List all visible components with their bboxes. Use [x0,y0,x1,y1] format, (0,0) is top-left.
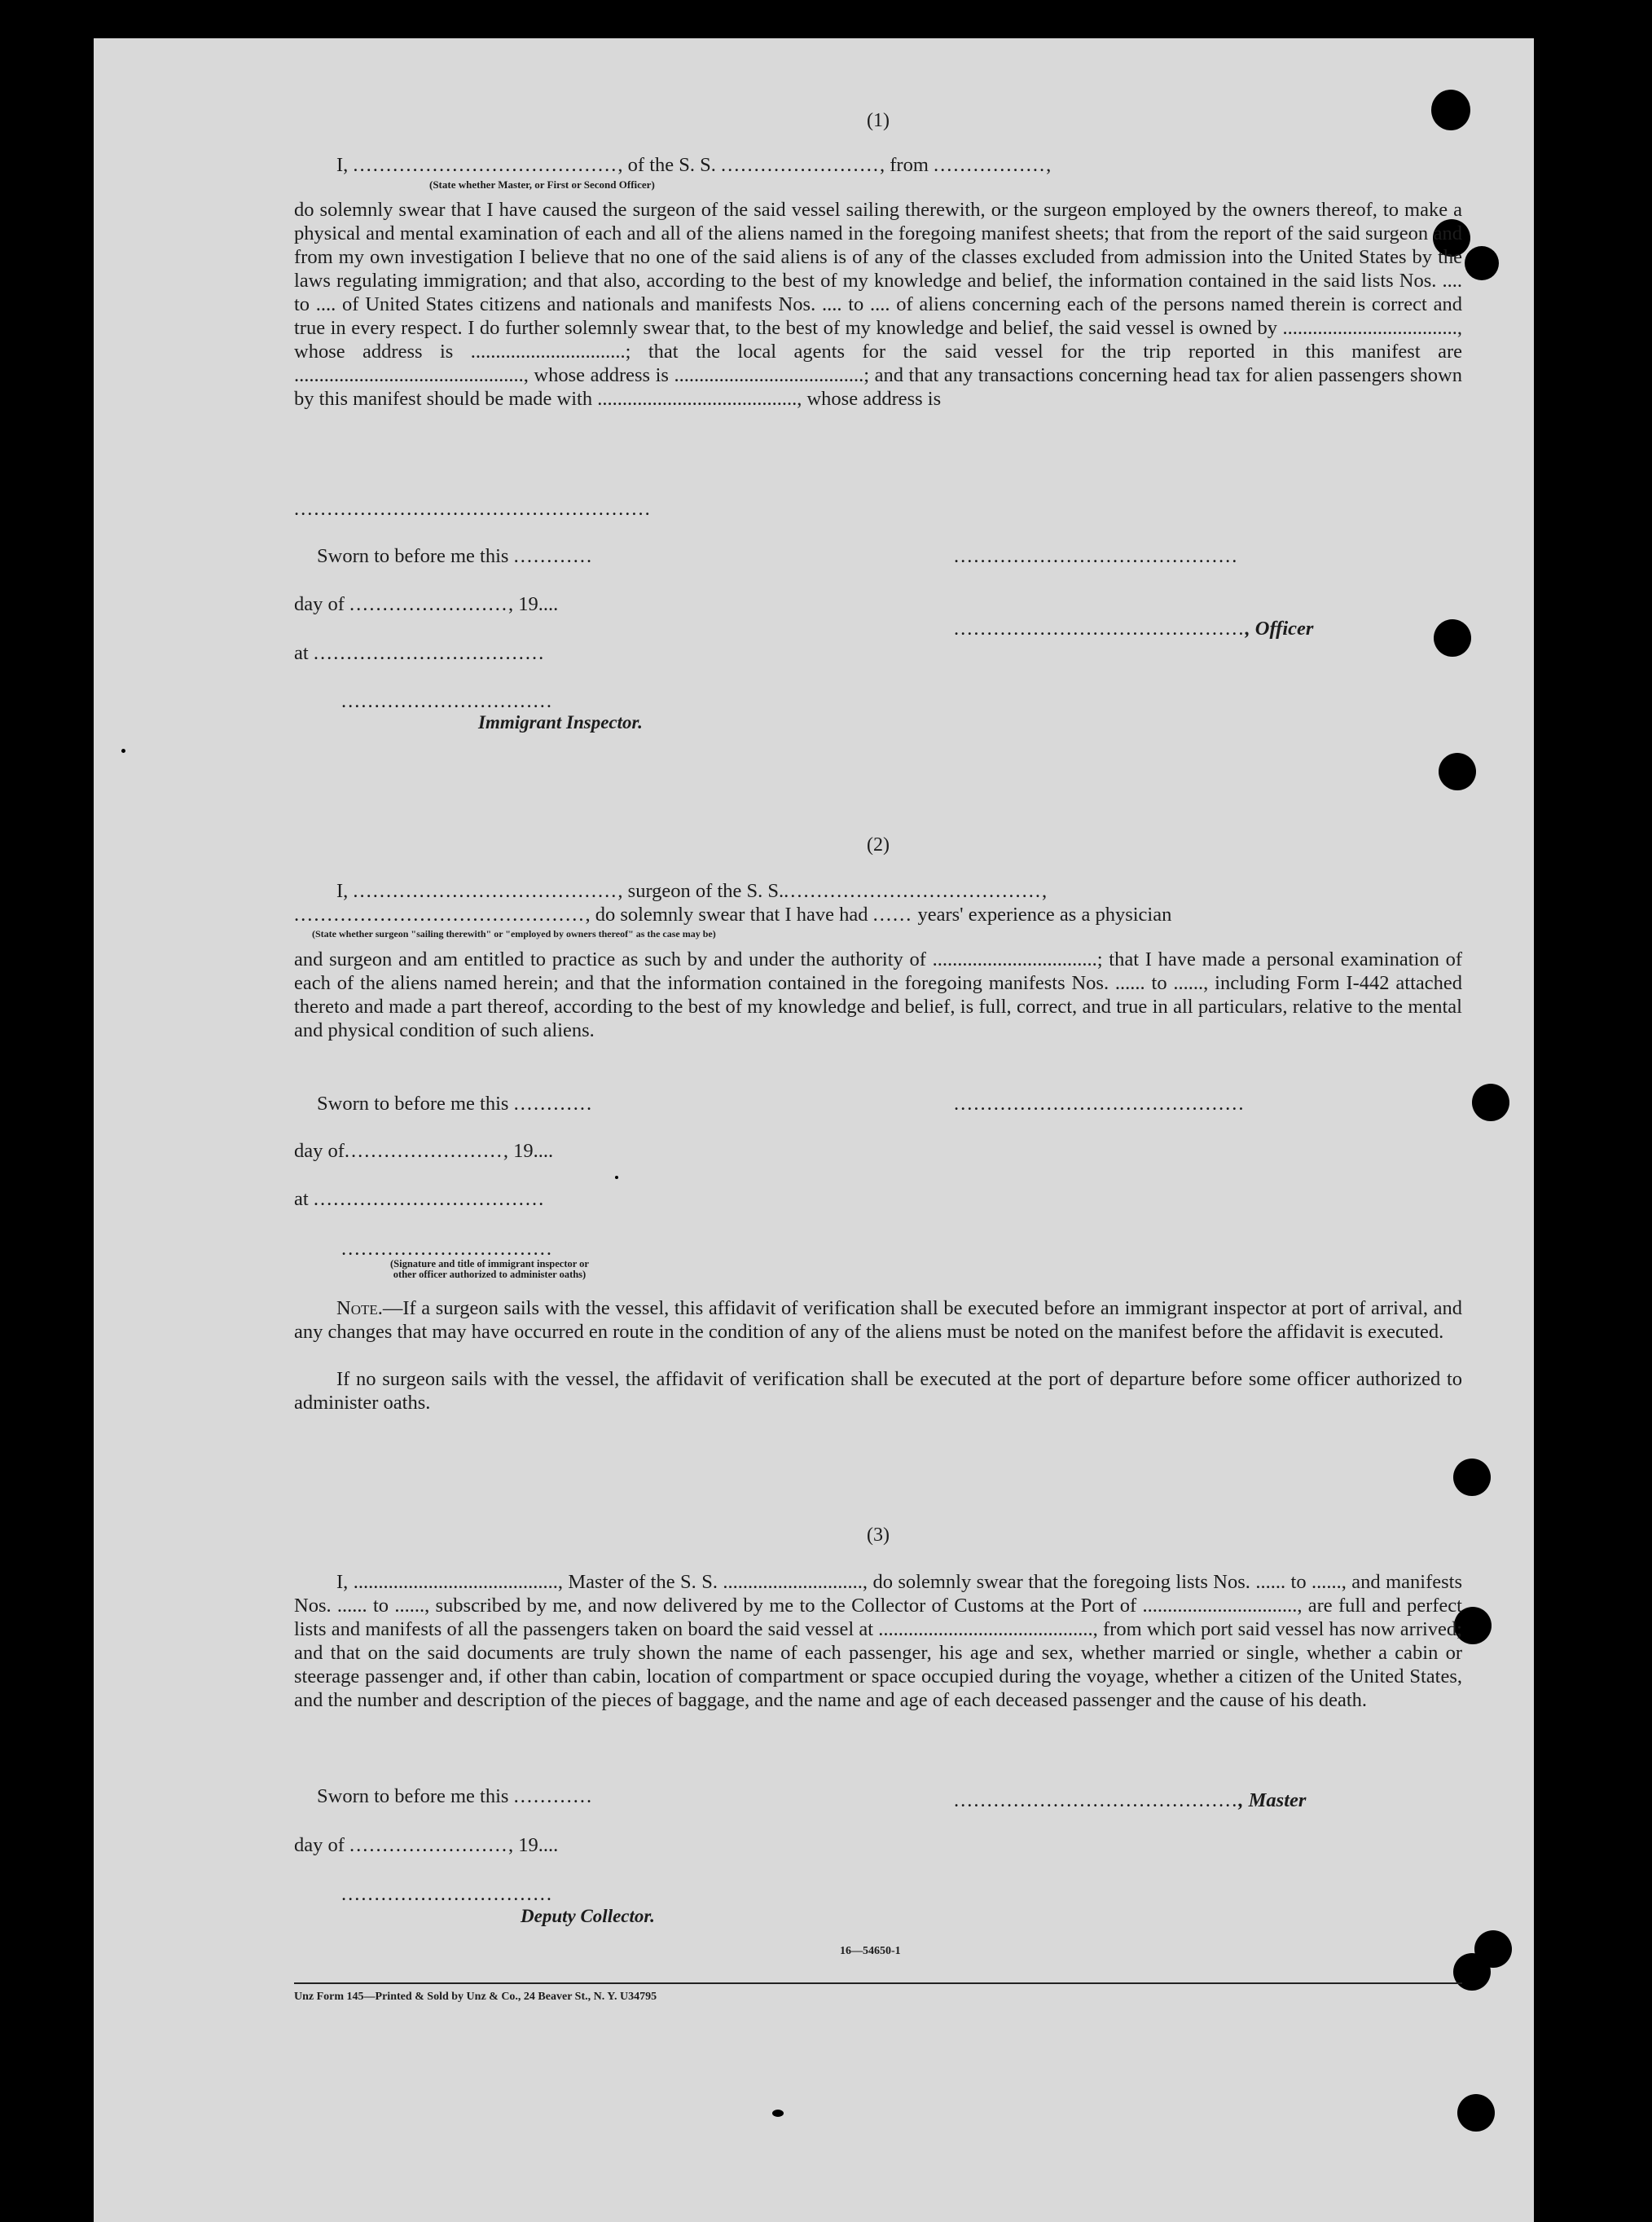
day-blank[interactable]: ........................ [344,1140,503,1162]
signature-caption-line-1: (Signature and title of immigrant inspector or [390,1258,589,1269]
officer-signature-blank-2[interactable]: ............................................ [954,618,1246,640]
of-ss-label: , of the S. S. [617,154,716,176]
section-1-at-line [294,642,545,665]
port-from-blank[interactable]: ................., [934,154,1053,176]
years-experience-blank[interactable]: ...... [872,904,913,926]
binder-hole [1439,753,1476,790]
at-label: at [294,642,309,664]
year-label[interactable]: , 19.... [508,1834,559,1856]
section-2-sworn-line [317,1093,593,1115]
pronoun: I, [336,154,349,176]
sworn-label: Sworn to before me this [317,545,509,567]
form-sheet [94,38,1534,2222]
at-blank[interactable]: ................................... [313,642,546,664]
year-label[interactable]: , 19.... [508,593,559,615]
section-1-trailing-blank[interactable]: ...................................................... [294,498,652,520]
officer-signature-blank-1[interactable]: ........................................... [954,545,1239,567]
signature-caption-line-2: other officer authorized to administer oaths) [393,1269,587,1280]
year-label[interactable]: , 19.... [503,1140,554,1162]
surgeon-status-blank[interactable]: ............................................ [294,904,586,926]
officer-rank-caption: (State whether Master, or First or Second Officer) [429,178,655,191]
master-signature-blank[interactable]: ........................................... [954,1789,1239,1811]
years-label: years' experience as a physician [917,904,1172,926]
sworn-date-blank[interactable]: ............ [513,545,594,567]
collector-signature-blank[interactable]: ................................ [341,1883,553,1905]
pronoun: I, [336,880,349,902]
ink-speck [615,1176,618,1179]
note-label: Note. [336,1297,383,1319]
master-title: , Master [1238,1789,1307,1811]
officer-name-blank[interactable]: ........................................ [353,154,618,176]
section-1-opening-line [336,154,1052,177]
surgeon-of-label: , surgeon of the S. S. [617,880,784,902]
from-label: , from [880,154,929,176]
surgeon-name-blank[interactable]: ........................................ [353,880,618,902]
section-3-oath-text: I, ........................................., Master of the S. S. ............................, do solemnly swear that the foregoing lists Nos. ...... to ......, and manifests Nos. ...... to ......, subscribed by me, and now delivered by me to the Collector of Customs at the Port of ..............................., are full and perfect lists and manifests of all the passengers taken on board the said vessel at ..........................................., from which port said vessel has now arrived; and that on the said documents are truly shown the name of each passenger, his age and sex, whether married or single, whether a cabin or steerage passenger and, if other than cabin, location of compartment or space occupied during the voyage, whether a citizen of the United States, and the number and description of the pieces of baggage, and the name and age of each deceased passenger and the cause of his death. [294,1571,1462,1711]
section-1-sworn-line [317,545,593,568]
binder-hole [1453,1953,1491,1991]
day-blank[interactable]: ........................ [349,1834,509,1856]
section-3-number: (3) [867,1525,890,1546]
binder-hole [1472,1084,1509,1121]
printer-imprint: Unz Form 145—Printed & Sold by Unz & Co., 24 Beaver St., N. Y. U34795 [294,1991,657,2003]
section-2-oath-text: and surgeon and am entitled to practice as such by and under the authority of .................................; that I have made a personal examination of each of the aliens named herein; and that the information contained in the foregoing manifests Nos. ...... to ......, including Form I-442 attached thereto and made a part thereof, according to the best of my knowledge and belief, is full, correct, and true in all particulars, relative to the mental and physical condition of such aliens. [294,948,1462,1041]
note-paragraph [294,1296,1462,1344]
day-of-label: day of [294,1140,345,1162]
binder-hole [1434,619,1471,657]
day-of-label: day of [294,593,345,615]
officer-signature-line [954,618,1313,640]
section-1-day-line [294,593,558,616]
sworn-date-blank[interactable]: ............ [513,1093,594,1115]
sworn-date-blank[interactable]: ............ [513,1785,594,1807]
binder-hole [1465,246,1499,280]
section-2-number: (2) [867,834,890,856]
binder-hole [1453,1459,1491,1496]
at-blank[interactable]: ................................... [313,1188,546,1210]
note-paragraph-2: If no surgeon sails with the vessel, the affidavit of verification shall be executed at the port of departure before some officer authorized to administer oaths. [294,1368,1462,1414]
authorized-officer-signature-blank[interactable]: ................................ [341,1238,553,1260]
section-2-at-line [294,1188,545,1211]
sworn-label: Sworn to before me this [317,1093,509,1115]
inspector-signature-blank[interactable]: ................................ [341,690,553,712]
section-3-day-line [294,1834,558,1857]
section-1-oath-text: do solemnly swear that I have caused the surgeon of the said vessel sailing therewith, or the surgeon employed by the owners thereof, to make a physical and mental examination of each and all of the aliens named in the foregoing manifest sheets; that from the report of the said surgeon and from my own investigation I believe that no one of the said aliens is of any of the classes excluded from admission into the United States by the laws regulating immigration; and that also, according to the best of my knowledge and belief, the information contained in the said lists Nos. .... to .... of United States citizens and nationals and manifests Nos. .... to .... of aliens concerning each of the persons named therein is correct and true in every respect. I do further solemnly swear that, to the best of my knowledge and belief, the said vessel is owned by ..................................., whose address is ...............................; that the local agents for the said vessel for the trip reported in this manifest are .............................................., whose address is ......................................; and that any transactions concerning head tax for alien passengers shown by this manifest should be made with ........................................, whose address is [294,199,1462,410]
section-2-opening-line [336,880,1048,903]
at-label: at [294,1188,309,1210]
section-2-day-line [294,1140,553,1163]
note-text: —If a surgeon sails with the vessel, this affidavit of verification shall be executed before an immigrant inspector at port of arrival, and any changes that may have occurred en route in the condition of any of the aliens must be noted on the manifest before the affidavit is executed. [294,1297,1462,1343]
day-blank[interactable]: ........................ [349,593,509,615]
binder-hole [1457,2094,1495,2132]
ink-speck [772,2110,784,2117]
surgeon-signature-blank[interactable]: ............................................ [954,1093,1246,1115]
form-code: 16—54650-1 [840,1945,901,1957]
deputy-collector-title: Deputy Collector. [521,1906,655,1926]
master-signature-line [954,1789,1306,1812]
ink-speck [121,749,125,753]
swear-label: , do solemnly swear that I have had [585,904,868,926]
vessel-name-blank[interactable]: ........................ [721,154,881,176]
footer-rule [294,1982,1462,1984]
surgeon-status-caption: (State whether surgeon "sailing therewith" or "employed by owners thereof" as the case may be) [312,928,716,939]
section-2-second-line [294,904,1171,926]
vessel-name-blank[interactable]: ......................................., [784,880,1049,902]
section-1-number: (1) [867,110,890,131]
sworn-label: Sworn to before me this [317,1785,509,1807]
officer-title: , Officer [1245,618,1314,640]
day-of-label: day of [294,1834,345,1856]
section-3-sworn-line [317,1785,593,1808]
immigrant-inspector-title: Immigrant Inspector. [478,712,643,733]
